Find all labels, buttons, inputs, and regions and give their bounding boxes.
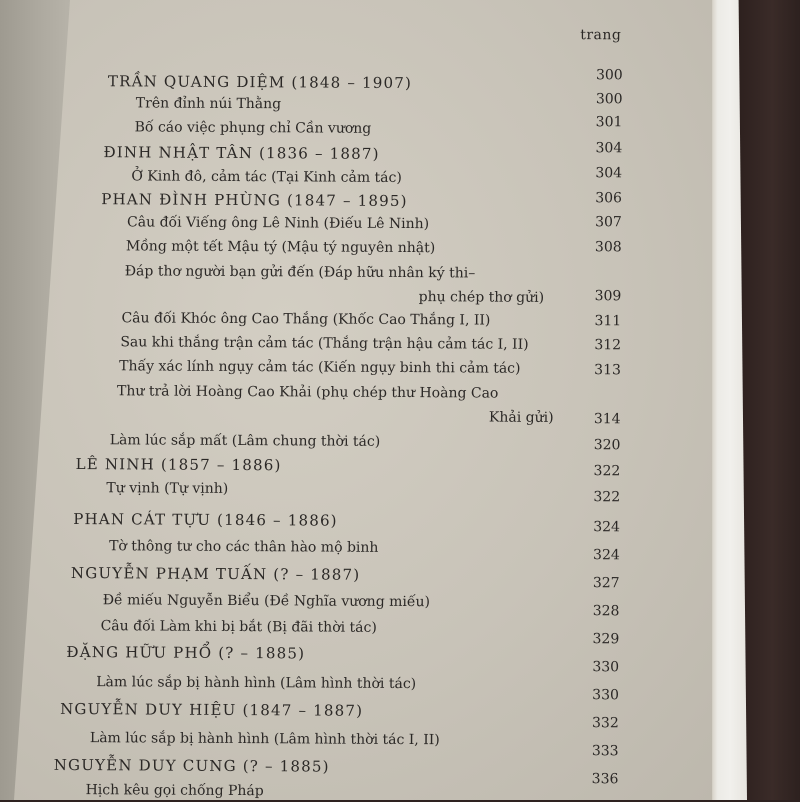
toc-page-number: 330 xyxy=(592,659,620,676)
toc-author-entry: NGUYỄN PHẠM TUẤN (? – 1887) xyxy=(70,563,361,584)
toc-page-number: 300 xyxy=(595,67,623,84)
toc-page-number: 307 xyxy=(595,214,622,231)
toc-page-number: 304 xyxy=(595,165,623,182)
toc-page-number: 327 xyxy=(592,575,620,592)
toc-work-entry: Câu đối Làm khi bị bắt (Bị đãi thời tác) xyxy=(100,618,377,636)
toc-work-entry: Đáp thơ người bạn gửi đến (Đáp hữu nhân ký thi– xyxy=(124,263,476,282)
toc-author-entry: PHAN CÁT TỰU (1846 – 1886) xyxy=(73,510,338,530)
toc-work-entry: Làm lúc sắp bị hành hình (Lâm hình thời tác) xyxy=(96,674,417,693)
toc-author-entry: ĐINH NHẬT TÂN (1836 – 1887) xyxy=(103,143,380,163)
page-column-header: trang xyxy=(580,27,622,44)
toc-work-entry: Hịch kêu gọi chống Pháp xyxy=(85,782,264,800)
toc-work-entry: Thấy xác lính ngụy cảm tác (Kiến ngụy binh thi cảm tác) xyxy=(119,358,521,377)
toc-author-entry: NGUYỄN DUY HIỆU (1847 – 1887) xyxy=(60,699,364,720)
toc-work-entry: Làm lúc sắp bị hành hình (Lâm hình thời tác I, II) xyxy=(89,730,440,749)
toc-page-number: 300 xyxy=(595,91,623,108)
toc-page-number: 306 xyxy=(595,190,623,207)
toc-page-number: 324 xyxy=(593,547,620,564)
toc-page-number: 322 xyxy=(593,463,621,480)
toc-work-entry: Câu đối Viếng ông Lê Ninh (Điếu Lê Ninh) xyxy=(127,214,430,233)
toc-page-number: 320 xyxy=(593,437,621,454)
toc-author-entry: PHAN ĐÌNH PHÙNG (1847 – 1895) xyxy=(101,190,408,211)
toc-page-number: 324 xyxy=(593,519,621,536)
toc-work-continuation: Khải gửi) xyxy=(488,409,554,426)
toc-page-number: 308 xyxy=(594,239,622,256)
toc-page-number: 304 xyxy=(595,140,623,157)
toc-page-number: 336 xyxy=(591,771,619,788)
toc-work-entry: Bố cáo việc phụng chỉ Cần vương xyxy=(134,119,372,137)
toc-work-entry: Tự vịnh (Tự vịnh) xyxy=(106,480,229,497)
toc-author-entry: NGUYỄN DUY CUNG (? – 1885) xyxy=(53,755,330,776)
toc-work-entry: Trên đỉnh núi Thằng xyxy=(135,95,282,113)
toc-page-number: 314 xyxy=(593,411,621,428)
toc-page-number: 313 xyxy=(594,362,621,379)
toc-page-number: 333 xyxy=(591,743,619,760)
toc-author-entry: TRẦN QUANG DIỆM (1848 – 1907) xyxy=(107,72,413,93)
toc-page-number: 322 xyxy=(593,489,621,506)
toc-author-entry: ĐẶNG HỮU PHỔ (? – 1885) xyxy=(66,642,306,663)
toc-page-number: 301 xyxy=(595,114,623,131)
toc-work-entry: Ở Kinh đô, cảm tác (Tại Kinh cảm tác) xyxy=(131,168,402,187)
toc-page-number: 312 xyxy=(594,337,622,354)
toc-work-entry: Đề miếu Nguyễn Biểu (Đề Nghĩa vương miếu) xyxy=(102,592,431,611)
toc-work-entry: Câu đối Khóc ông Cao Thắng (Khốc Cao Thắng I, II) xyxy=(121,310,491,329)
toc-page-number: 332 xyxy=(591,715,619,732)
toc-work-entry: Mồng một tết Mậu tý (Mậu tý nguyên nhật) xyxy=(125,238,436,257)
toc-work-entry: Tờ thông tư cho các thân hào mộ binh xyxy=(109,538,379,556)
toc-page-number: 311 xyxy=(594,313,622,330)
toc-page-number: 328 xyxy=(592,603,620,620)
toc-author-entry: LÊ NINH (1857 – 1886) xyxy=(75,455,282,475)
toc-work-entry: Sau khi thắng trận cảm tác (Thắng trận hậu cảm tác I, II) xyxy=(120,334,529,353)
toc-work-entry: Thư trả lời Hoàng Cao Khải (phụ chép thư Hoàng Cao xyxy=(116,383,499,402)
toc-work-entry: Làm lúc sắp mất (Lâm chung thời tác) xyxy=(109,432,381,450)
toc-page-number: 329 xyxy=(592,631,620,648)
toc-page-number: 330 xyxy=(592,687,619,704)
toc-page-number: 309 xyxy=(594,288,622,305)
toc-work-continuation: phụ chép thơ gửi) xyxy=(418,289,545,306)
